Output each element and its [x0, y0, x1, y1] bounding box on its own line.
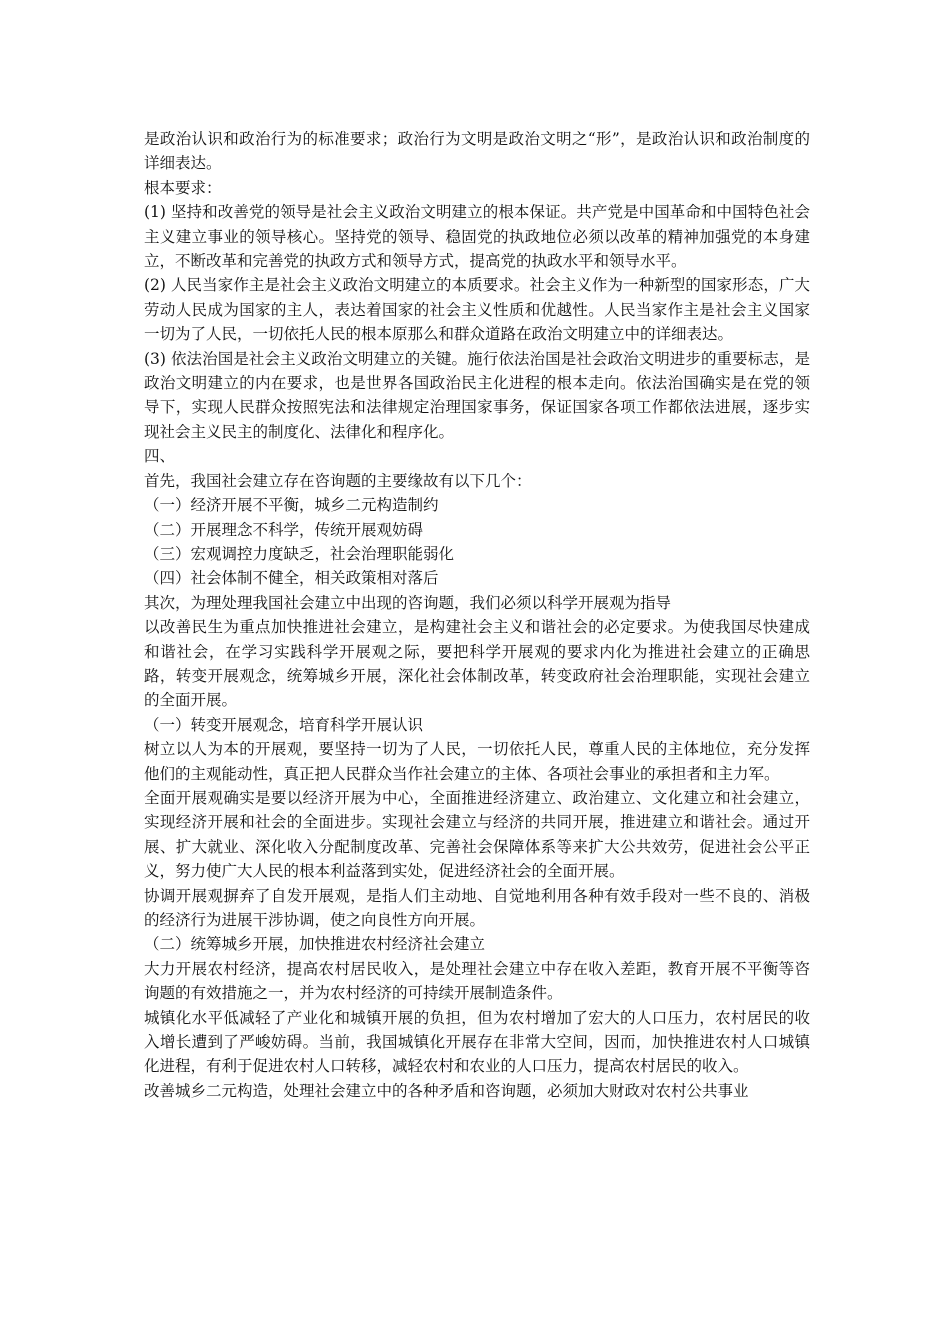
paragraph-2: 根本要求：	[144, 178, 222, 197]
paragraph-19: 大力开展农村经济，提高农村居民收入，是处理社会建立中存在收入差距，教育开展不平衡等咨询题的有效措施之一，并为农村经济的可持续开展制造条件。	[144, 959, 810, 1003]
document-body	[144, 127, 810, 1103]
paragraph-21: 改善城乡二元构造，处理社会建立中的各种矛盾和咨询题，必须加大财政对农村公共事业	[144, 1081, 749, 1100]
paragraph-15: 树立以人为本的开展观，要坚持一切为了人民，一切依托人民，尊重人民的主体地位，充分发挥他们的主观能动性，真正把人民群众当作社会建立的主体、各项社会事业的承担者和主力军。	[144, 740, 810, 783]
paragraph-9: （二）开展理念不科学，传统开展观妨碍	[144, 520, 424, 539]
paragraph-18: （二）统筹城乡开展，加快推进农村经济社会建立	[144, 935, 486, 954]
paragraph-1: 是政治认识和政治行为的标准要求；政治行为文明是政治文明之“形”，是政治认识和政治制度的详细表达。	[144, 130, 810, 173]
paragraph-6: 四、	[144, 447, 176, 466]
paragraph-16: 全面开展观确实是要以经济开展为中心，全面推进经济建立、政治建立、文化建立和社会建立，实现经济开展和社会的全面进步。实现社会建立与经济的共同开展，推进建立和谐社会。通过开展、扩大就业、深化收入分配制度改革、完善社会保障体系等来扩大公共效劳，促进社会公平正义，努力使广大人民的根本利益落到实处，促进经济社会的全面开展。	[144, 788, 810, 881]
paragraph-8: （一）经济开展不平衡，城乡二元构造制约	[144, 496, 439, 515]
paragraph-5: (3) 依法治国是社会主义政治文明建立的关键。施行依法治国是社会政治文明进步的重要标志，是政治文明建立的内在要求，也是世界各国政治民主化进程的根本走向。依法治国确实是在党的领导下，实现人民群众按照宪法和法律规定治理国家事务，保证国家各项工作都依法进展，逐步实现社会主义民主的制度化、法律化和程序化。	[144, 349, 810, 441]
paragraph-13: 以改善民生为重点加快推进社会建立，是构建社会主义和谐社会的必定要求。为使我国尽快建成和谐社会，在学习实践科学开展观之际，要把科学开展观的要求内化为推进社会建立的正确思路，转变开展观念，统筹城乡开展，深化社会体制改革，转变政府社会治理职能，实现社会建立的全面开展。	[144, 618, 810, 710]
paragraph-14: （一）转变开展观念，培育科学开展认识	[144, 715, 424, 734]
paragraph-4: (2) 人民当家作主是社会主义政治文明建立的本质要求。社会主义作为一种新型的国家形态，广大劳动人民成为国家的主人，表达着国家的社会主义性质和优越性。人民当家作主是社会主义国家一切为了人民，一切依托人民的根本原那么和群众道路在政治文明建立中的详细表达。	[144, 276, 810, 344]
paragraph-12: 其次，为理处理我国社会建立中出现的咨询题，我们必须以科学开展观为指导	[144, 593, 672, 612]
paragraph-10: （三）宏观调控力度缺乏，社会治理职能弱化	[144, 544, 455, 563]
paragraph-7: 首先，我国社会建立存在咨询题的主要缘故有以下几个：	[144, 471, 532, 490]
paragraph-3: (1) 坚持和改善党的领导是社会主义政治文明建立的根本保证。共产党是中国革命和中国特色社会主义建立事业的领导核心。坚持党的领导、稳固党的执政地位必须以改革的精神加强党的本身建立，不断改革和完善党的执政方式和领导方式，提高党的执政水平和领导水平。	[144, 203, 810, 271]
paragraph-20: 城镇化水平低减轻了产业化和城镇开展的负担，但为农村增加了宏大的人口压力，农村居民的收入增长遭到了严峻妨碍。当前，我国城镇化开展存在非常大空间，因而，加快推进农村人口城镇化进程，有利于促进农村人口转移，减轻农村和农业的人口压力，提高农村居民的收入。	[144, 1008, 810, 1076]
paragraph-17: 协调开展观摒弃了自发开展观，是指人们主动地、自觉地利用各种有效手段对一些不良的、消极的经济行为进展干涉协调，使之向良性方向开展。	[144, 886, 810, 929]
paragraph-11: （四）社会体制不健全，相关政策相对落后	[144, 569, 439, 588]
